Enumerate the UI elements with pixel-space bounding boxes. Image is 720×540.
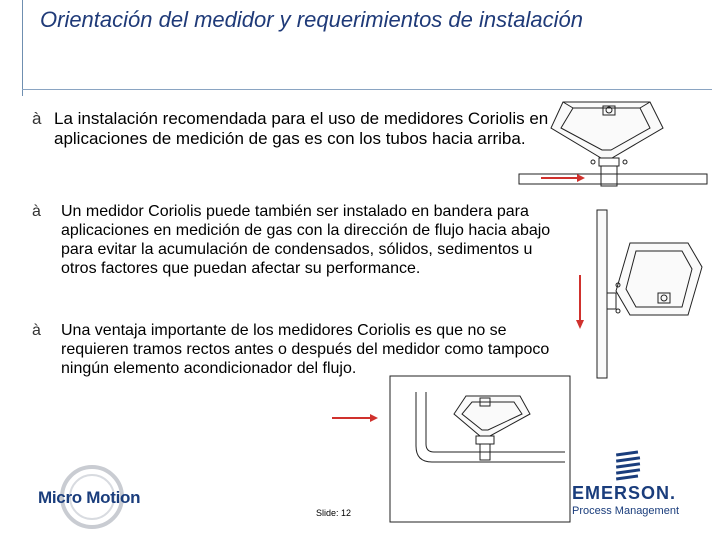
meter-no-straight-run-diagram [320, 374, 572, 524]
bullet-1 [32, 109, 552, 149]
process-management-text: Process Management [572, 505, 679, 517]
micro-motion-wordmark: Micro Motion [38, 488, 141, 507]
slide-number: Slide: 12 [316, 508, 352, 518]
meter-flag-mount-diagram [570, 205, 705, 380]
bullet-3-text: Una ventaja importante de los medidores Coriolis es que no se requieren tramos rectos antes o después del medidor como tampoco ningún elemento acondicionador del flujo. [61, 322, 550, 377]
arrow-bullet-icon: à [32, 322, 41, 339]
slide-title: Orientación del medidor y requerimientos de instalación [40, 7, 583, 32]
bullet-2 [32, 202, 552, 278]
arrow-bullet-icon: à [32, 203, 41, 220]
bullet-3 [32, 321, 552, 378]
meter-tubes-up-diagram [515, 98, 710, 193]
bullet-1-text: La instalación recomendada para el uso de medidores Coriolis en aplicaciones de medición de gas es con los tubos hacia arriba. [54, 109, 549, 148]
title-underline [22, 89, 712, 90]
arrow-bullet-icon: à [32, 109, 42, 128]
bullet-2-text: Un medidor Coriolis puede también ser instalado en bandera para aplicaciones en medición de gas con la dirección de flujo hacia abajo para evitar la acumulación de condensados, sólidos, sedimentos u otros factores que puedan afectar su performance. [61, 203, 551, 277]
title-left-rule [22, 0, 23, 96]
emerson-wordmark: EMERSON. [572, 483, 677, 503]
